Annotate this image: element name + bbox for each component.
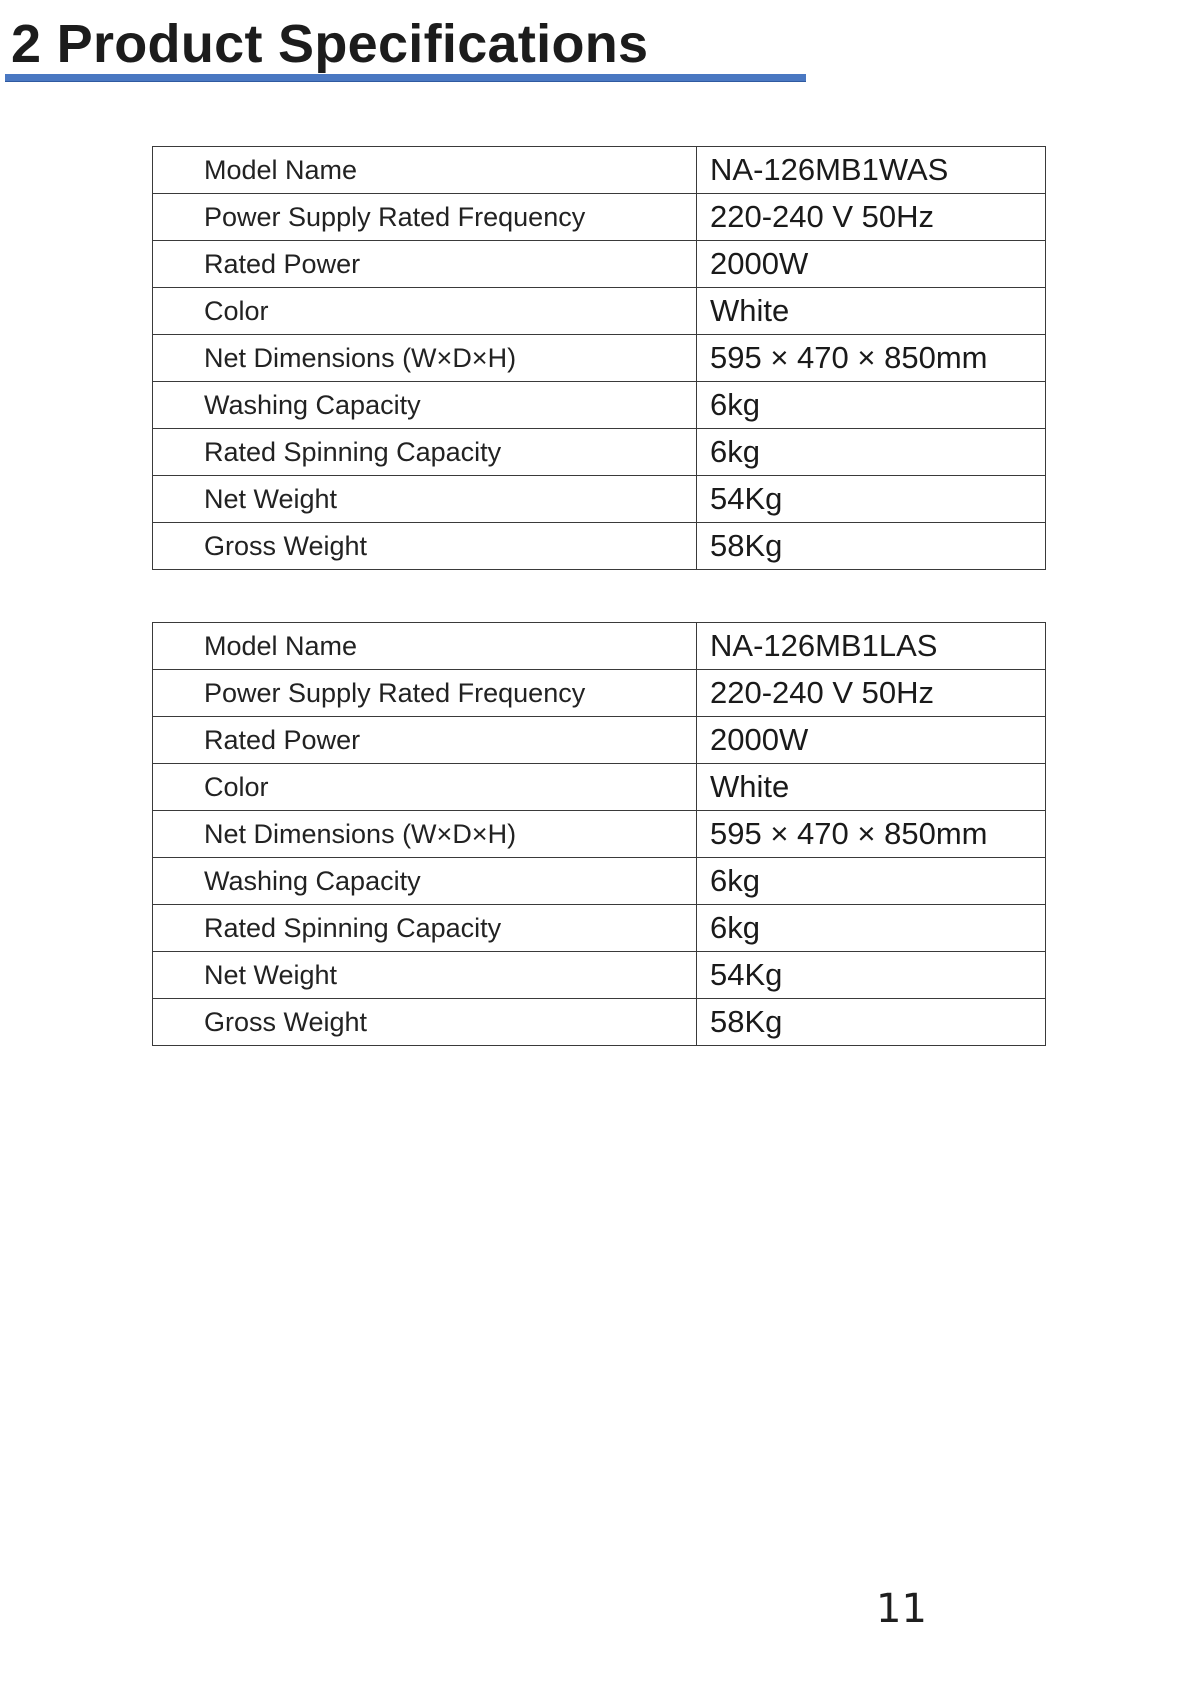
- spec-label: Net Weight: [153, 952, 697, 999]
- table-row: [153, 476, 1046, 523]
- spec-value: 595 × 470 × 850mm: [697, 335, 1046, 382]
- spec-label: Color: [153, 288, 697, 335]
- table-row: [153, 623, 1046, 670]
- spec-label: Washing Capacity: [153, 382, 697, 429]
- spec-value: NA-126MB1LAS: [697, 623, 1046, 670]
- spec-label: Power Supply Rated Frequency: [153, 670, 697, 717]
- table-row: [153, 335, 1046, 382]
- table-row: [153, 241, 1046, 288]
- spec-label: Gross Weight: [153, 523, 697, 570]
- page-number: 11: [876, 1586, 927, 1632]
- spec-value: NA-126MB1WAS: [697, 147, 1046, 194]
- table-row: [153, 905, 1046, 952]
- spec-value: 54Kg: [697, 952, 1046, 999]
- table-row: [153, 858, 1046, 905]
- table-row: [153, 523, 1046, 570]
- spec-value: 595 × 470 × 850mm: [697, 811, 1046, 858]
- spec-label: Net Dimensions (W×D×H): [153, 811, 697, 858]
- spec-value: 220-240 V 50Hz: [697, 194, 1046, 241]
- table-row: [153, 288, 1046, 335]
- spec-value: 6kg: [697, 429, 1046, 476]
- page-title: 2 Product Specifications: [11, 14, 649, 74]
- spec-value: 58Kg: [697, 999, 1046, 1046]
- spec-label: Gross Weight: [153, 999, 697, 1046]
- spec-value: 54Kg: [697, 476, 1046, 523]
- spec-label: Rated Spinning Capacity: [153, 429, 697, 476]
- table-row: [153, 811, 1046, 858]
- table-row: [153, 764, 1046, 811]
- spec-label: Model Name: [153, 623, 697, 670]
- spec-value: White: [697, 764, 1046, 811]
- table-row: [153, 999, 1046, 1046]
- table-row: [153, 670, 1046, 717]
- spec-value: 6kg: [697, 905, 1046, 952]
- spec-label: Color: [153, 764, 697, 811]
- spec-table-lmodel: [152, 622, 1046, 1046]
- table-row: [153, 952, 1046, 999]
- spec-label: Net Weight: [153, 476, 697, 523]
- spec-value: 6kg: [697, 382, 1046, 429]
- spec-value: 220-240 V 50Hz: [697, 670, 1046, 717]
- table-row: [153, 429, 1046, 476]
- spec-label: Rated Spinning Capacity: [153, 905, 697, 952]
- spec-label: Power Supply Rated Frequency: [153, 194, 697, 241]
- spec-label: Washing Capacity: [153, 858, 697, 905]
- spec-table-wmodel: [152, 146, 1046, 570]
- table-row: [153, 717, 1046, 764]
- table-row: [153, 194, 1046, 241]
- spec-value: 58Kg: [697, 523, 1046, 570]
- title-underline: [5, 74, 806, 82]
- table-row: [153, 382, 1046, 429]
- spec-value: White: [697, 288, 1046, 335]
- spec-label: Rated Power: [153, 241, 697, 288]
- spec-label: Rated Power: [153, 717, 697, 764]
- spec-label: Model Name: [153, 147, 697, 194]
- spec-label: Net Dimensions (W×D×H): [153, 335, 697, 382]
- spec-value: 2000W: [697, 717, 1046, 764]
- table-row: [153, 147, 1046, 194]
- spec-value: 2000W: [697, 241, 1046, 288]
- spec-value: 6kg: [697, 858, 1046, 905]
